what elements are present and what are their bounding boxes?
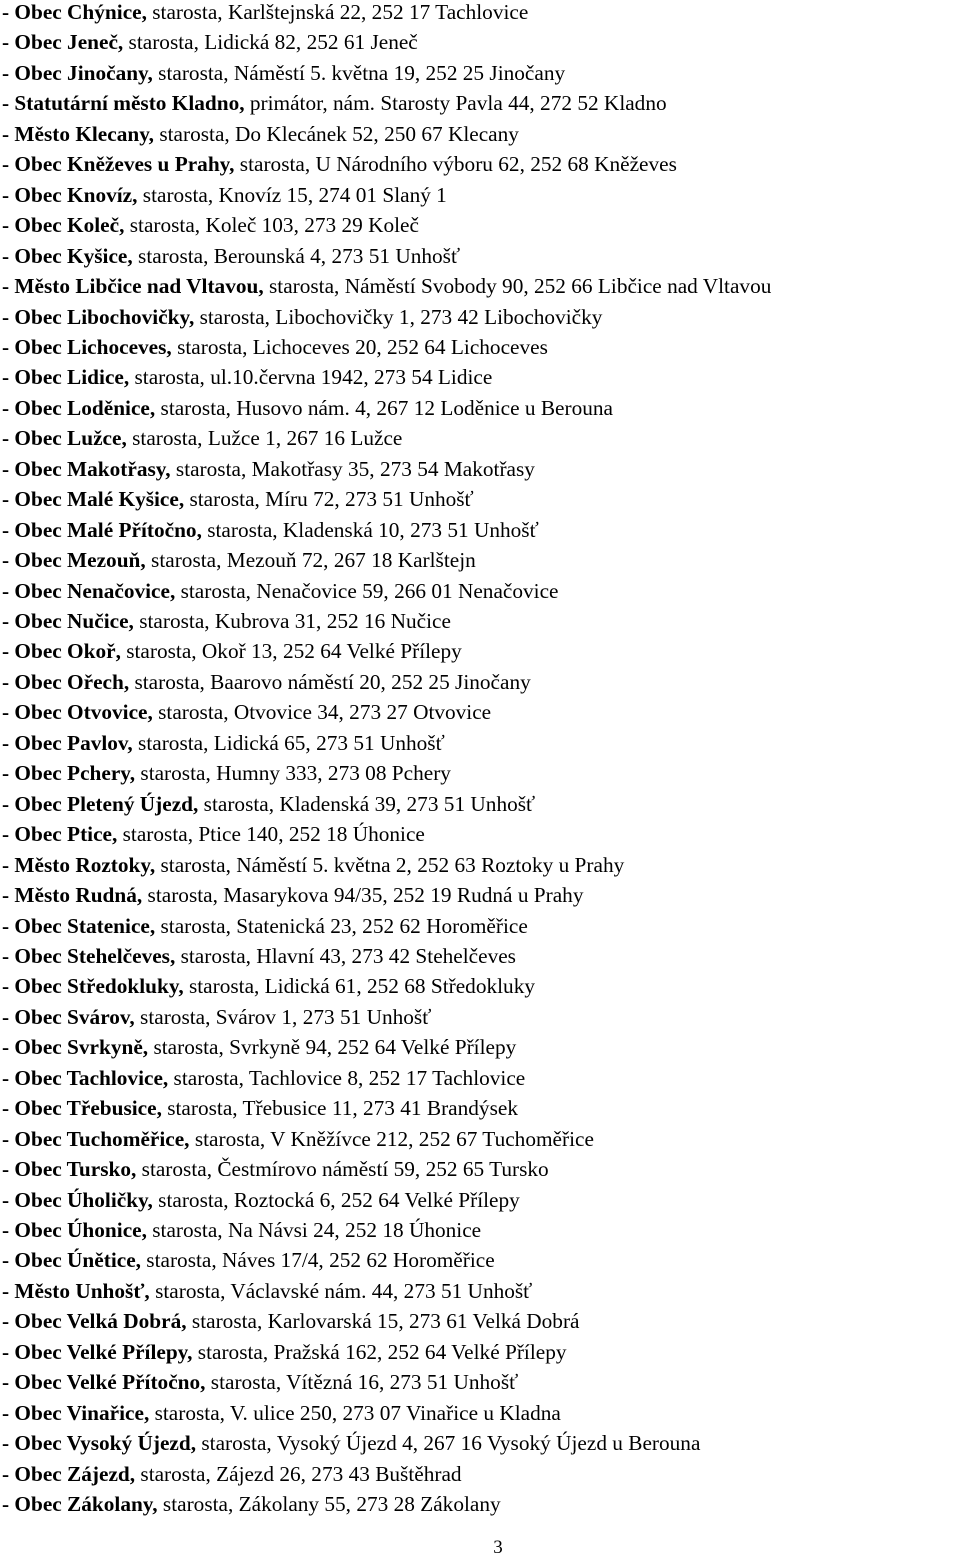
municipality-address: starosta, Otvovice 34, 273 27 Otvovice [152,700,492,725]
municipality-name: - Obec Koleč, [2,213,125,238]
list-item [2,518,539,548]
municipality-address: starosta, V. ulice 250, 273 07 Vinařice u Kladna [149,1400,561,1425]
list-item [2,487,474,517]
municipality-name: - Obec Mezouň, [2,548,146,573]
municipality-address: starosta, Svrkyně 94, 252 64 Velké Přílepy [148,1035,517,1060]
municipality-name: - Obec Knovíz, [2,182,138,207]
municipality-name: - Obec Statenice, [2,913,156,938]
list-item [2,1370,518,1400]
municipality-address: starosta, Svárov 1, 273 51 Unhošť [134,1004,432,1029]
list-item [2,1127,594,1157]
municipality-name: - Obec Pavlov, [2,730,133,755]
list-item [2,457,535,487]
municipality-address: starosta, Náměstí Svobody 90, 252 66 Libčice nad Vltavou [263,274,772,299]
municipality-name: - Město Rudná, [2,883,143,908]
list-item [2,1005,431,1035]
municipality-name: - Obec Středokluky, [2,974,184,999]
municipality-name: - Obec Lidice, [2,365,130,390]
municipality-name: - Obec Třebusice, [2,1096,162,1121]
list-item [2,183,447,213]
municipality-address: starosta, Třebusice 11, 273 41 Brandýsek [161,1096,518,1121]
municipality-address: starosta, Náměstí 5. května 2, 252 63 Roztoky u Prahy [155,852,625,877]
municipality-name: - Statutární město Kladno, [2,91,245,116]
list-item [2,91,667,121]
municipality-address: starosta, Vysoký Újezd 4, 267 16 Vysoký Újezd u Berouna [196,1431,701,1456]
municipality-address: starosta, Humny 333, 273 08 Pchery [135,761,451,786]
municipality-name: - Obec Jeneč, [2,30,124,55]
list-item [2,426,402,456]
municipality-name: - Obec Stehelčeves, [2,943,176,968]
municipality-address: starosta, Lidická 82, 252 61 Jeneč [123,30,418,55]
municipality-name: - Obec Zákolany, [2,1492,158,1517]
list-item [2,1248,495,1278]
municipality-name: - Obec Ořech, [2,669,130,694]
list-item [2,974,535,1004]
municipality-name: - Obec Kyšice, [2,243,133,268]
municipality-address: starosta, Lichoceves 20, 252 64 Lichoceves [171,334,548,359]
municipality-address: starosta, Berounská 4, 273 51 Unhošť [132,243,461,268]
municipality-address: starosta, Baarovo náměstí 20, 252 25 Jinočany [129,669,531,694]
municipality-name: - Obec Loděnice, [2,395,156,420]
list-item [2,792,535,822]
list-item [2,122,519,152]
list-item [2,1462,462,1492]
municipality-address: starosta, Náměstí 5. května 19, 252 25 Jinočany [152,60,566,85]
municipality-address: starosta, Do Klecánek 52, 250 67 Klecany [154,121,519,146]
municipality-address: starosta, Knovíz 15, 274 01 Slaný 1 [137,182,447,207]
list-item [2,1096,518,1126]
list-item [2,1188,520,1218]
municipality-address: starosta, Husovo nám. 4, 267 12 Loděnice u Berouna [155,395,613,420]
list-item [2,1066,525,1096]
municipality-address: starosta, Nenačovice 59, 266 01 Nenačovice [175,578,559,603]
municipality-name: - Město Roztoky, [2,852,156,877]
municipality-name: - Obec Chýnice, [2,0,147,24]
municipality-address: starosta, Kubrova 31, 252 16 Nučice [133,609,451,633]
list-item [2,548,476,578]
municipality-address: starosta, U Národního výboru 62, 252 68 Kněževes [234,152,677,177]
municipality-address: starosta, Koleč 103, 273 29 Koleč [124,213,419,238]
municipality-address: starosta, Mezouň 72, 267 18 Karlštejn [145,548,476,573]
municipality-address: starosta, Makotřasy 35, 273 54 Makotřasy [170,456,535,481]
municipality-name: - Obec Velká Dobrá, [2,1309,187,1334]
list-item [2,1401,561,1431]
municipality-address: starosta, Masarykova 94/35, 252 19 Rudná u Prahy [142,883,584,908]
list-item [2,1431,700,1461]
list-item [2,1218,481,1248]
municipality-name: - Obec Tachlovice, [2,1065,169,1090]
municipality-address: starosta, Zájezd 26, 273 43 Buštěhrad [135,1461,462,1486]
list-item [2,822,425,852]
list-item [2,1035,516,1065]
list-item [2,244,460,274]
list-item [2,853,624,883]
list-item [2,609,451,639]
municipality-address: starosta, Náves 17/4, 252 62 Horoměřice [140,1248,495,1273]
municipality-name: - Obec Velké Přílepy, [2,1339,193,1364]
list-item [2,335,548,365]
municipality-address: starosta, Ptice 140, 252 18 Úhonice [117,822,425,847]
list-item [2,0,528,30]
list-item [2,30,418,60]
municipality-address: starosta, Karlovarská 15, 273 61 Velká Dobrá [186,1309,580,1334]
municipality-name: - Obec Kněževes u Prahy, [2,152,235,177]
municipality-name: - Obec Únětice, [2,1248,141,1273]
municipality-name: - Obec Svrkyně, [2,1035,149,1060]
municipality-address: starosta, Míru 72, 273 51 Unhošť [184,487,474,512]
municipality-address: starosta, Lidická 61, 252 68 Středokluky [183,974,535,999]
municipality-name: - Obec Jinočany, [2,60,153,85]
municipality-name: - Obec Lužce, [2,426,127,451]
list-item [2,944,516,974]
municipality-name: - Město Unhošť, [2,1278,150,1303]
municipality-address: starosta, Statenická 23, 252 62 Horoměřice [155,913,528,938]
municipality-address: primátor, nám. Starosty Pavla 44, 272 52 Kladno [244,91,667,116]
municipality-name: - Obec Zájezd, [2,1461,136,1486]
municipality-address: starosta, Na Návsi 24, 252 18 Úhonice [146,1218,482,1242]
municipality-name: - Obec Úholičky, [2,1187,153,1212]
list-item [2,1279,532,1309]
list-item [2,213,419,243]
municipality-address: starosta, Libochovičky 1, 273 42 Libochovičky [194,304,603,329]
list-item [2,152,677,182]
page-number: 3 [493,1537,503,1558]
municipality-name: - Obec Úhonice, [2,1218,147,1242]
list-item [2,305,602,335]
list-item [2,579,558,609]
municipality-name: - Obec Vysoký Újezd, [2,1431,197,1456]
municipality-name: - Obec Otvovice, [2,700,153,725]
municipality-name: - Obec Pletený Újezd, [2,791,199,816]
municipality-name: - Město Libčice nad Vltavou, [2,274,264,299]
list-item [2,761,451,791]
municipality-address: starosta, Karlštejnská 22, 252 17 Tachlovice [146,0,529,24]
list-item [2,1157,549,1187]
municipality-name: - Obec Velké Přítočno, [2,1370,206,1395]
municipality-address: starosta, Roztocká 6, 252 64 Velké Přílepy [152,1187,520,1212]
list-item [2,914,528,944]
municipality-name: - Obec Lichoceves, [2,334,172,359]
list-item [2,700,491,730]
list-item [2,274,771,304]
municipality-address: starosta, Čestmírovo náměstí 59, 252 65 Tursko [136,1157,549,1182]
municipality-address: starosta, Lužce 1, 267 16 Lužce [126,426,403,451]
municipality-name: - Obec Okoř, [2,639,121,664]
list-item [2,670,531,700]
municipality-address: starosta, Hlavní 43, 273 42 Stehelčeves [175,943,516,968]
municipality-address: starosta, Okoř 13, 252 64 Velké Přílepy [120,639,462,664]
municipality-name: - Obec Pchery, [2,761,136,786]
list-item [2,639,462,669]
municipality-name: - Obec Libochovičky, [2,304,195,329]
list-item [2,1309,580,1339]
municipality-address: starosta, Vítězná 16, 273 51 Unhošť [205,1370,519,1395]
municipality-name: - Obec Malé Přítočno, [2,517,202,542]
municipality-name: - Obec Tuchoměřice, [2,1126,190,1151]
municipality-name: - Obec Malé Kyšice, [2,487,185,512]
municipality-address: starosta, V Kněžívce 212, 252 67 Tuchoměřice [189,1126,594,1151]
municipality-name: - Obec Svárov, [2,1004,135,1029]
list-item [2,396,613,426]
municipality-name: - Obec Tursko, [2,1157,137,1182]
municipality-address: starosta, Kladenská 39, 273 51 Unhošť [198,791,536,816]
municipality-name: - Obec Ptice, [2,822,118,847]
municipality-name: - Obec Vinařice, [2,1400,150,1425]
municipality-address: starosta, Lidická 65, 273 51 Unhošť [132,730,445,755]
municipality-address: starosta, Zákolany 55, 273 28 Zákolany [157,1492,501,1517]
municipality-address: starosta, Václavské nám. 44, 273 51 Unhošť [149,1278,533,1303]
list-item [2,61,565,91]
municipality-address: starosta, Kladenská 10, 273 51 Unhošť [201,517,539,542]
municipality-name: - Obec Nučice, [2,609,134,633]
municipality-address: starosta, Pražská 162, 252 64 Velké Přílepy [192,1339,567,1364]
list-item [2,883,583,913]
municipality-address: starosta, Tachlovice 8, 252 17 Tachlovice [168,1065,526,1090]
municipality-name: - Obec Nenačovice, [2,578,176,603]
list-item [2,731,445,761]
list-item [2,1492,501,1522]
municipality-name: - Město Klecany, [2,121,155,146]
municipality-address: starosta, ul.10.června 1942, 273 54 Lidice [129,365,493,390]
list-item [2,365,492,395]
municipality-name: - Obec Makotřasy, [2,456,171,481]
list-item [2,1340,567,1370]
